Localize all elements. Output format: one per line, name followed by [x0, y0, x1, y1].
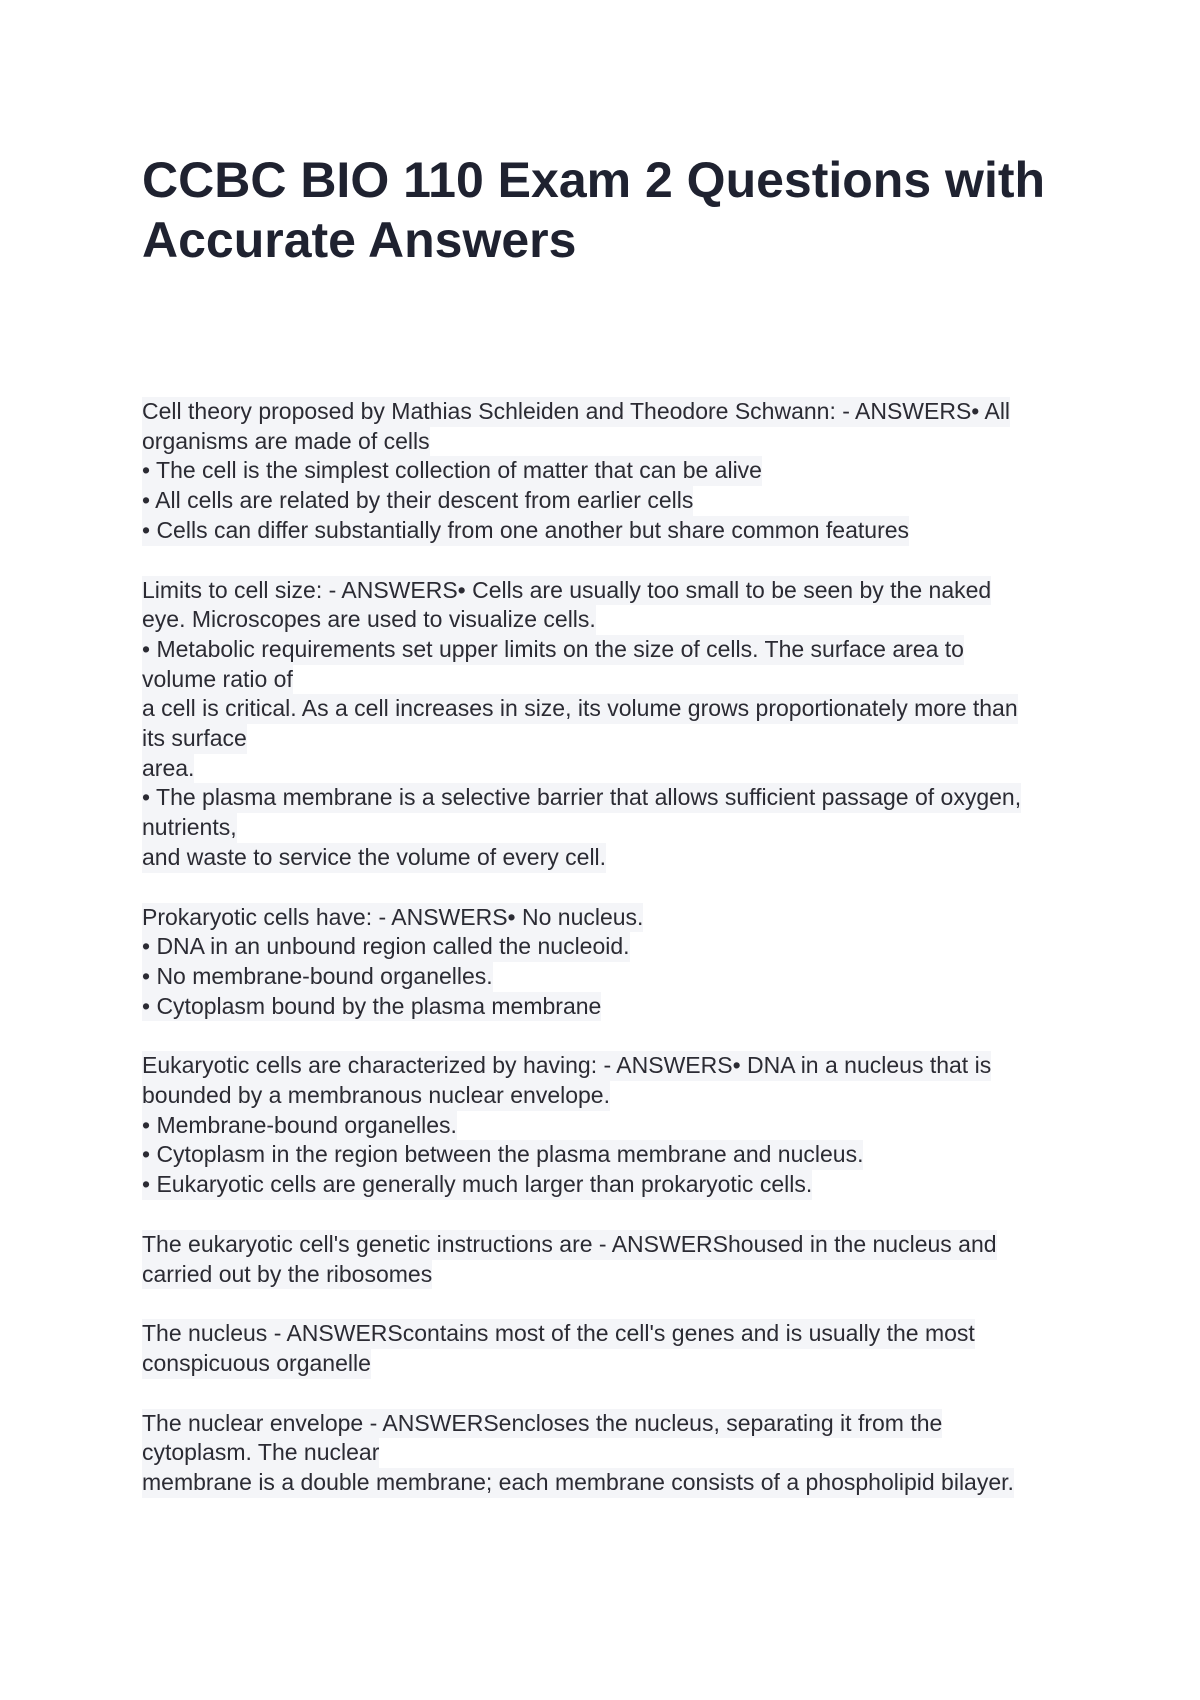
qa-block [142, 1230, 1072, 1289]
qa-text-line: organisms are made of cells [142, 427, 430, 457]
qa-text-line: The eukaryotic cell's genetic instructions are - ANSWERShoused in the nucleus and [142, 1230, 997, 1260]
qa-text-line: Eukaryotic cells are characterized by having: - ANSWERS• DNA in a nucleus that is [142, 1051, 991, 1081]
qa-block [142, 576, 1072, 873]
qa-text-line: • No membrane-bound organelles. [142, 962, 493, 992]
qa-text-line: • Cytoplasm bound by the plasma membrane [142, 992, 601, 1022]
document-title [142, 150, 1072, 270]
qa-text-line: • The plasma membrane is a selective barrier that allows sufficient passage of oxygen, [142, 783, 1021, 813]
qa-text-line: Prokaryotic cells have: - ANSWERS• No nucleus. [142, 903, 643, 933]
qa-text-line: • Membrane-bound organelles. [142, 1111, 457, 1141]
qa-text-line: nutrients, [142, 813, 237, 843]
qa-text-line: bounded by a membranous nuclear envelope. [142, 1081, 610, 1111]
qa-text-line: a cell is critical. As a cell increases in size, its volume grows proportionately more than [142, 694, 1018, 724]
document-page [142, 150, 1072, 1528]
qa-text-line: • All cells are related by their descent from earlier cells [142, 486, 693, 516]
qa-text-line: its surface [142, 724, 247, 754]
qa-text-line: cytoplasm. The nuclear [142, 1438, 379, 1468]
qa-text-line: conspicuous organelle [142, 1349, 371, 1379]
qa-text-line: carried out by the ribosomes [142, 1260, 432, 1290]
qa-block [142, 903, 1072, 1022]
qa-text-line: • Cytoplasm in the region between the plasma membrane and nucleus. [142, 1140, 863, 1170]
document-title-line: Accurate Answers [142, 212, 577, 268]
qa-block [142, 397, 1072, 546]
qa-list [142, 397, 1072, 1498]
document-title-line: CCBC BIO 110 Exam 2 Questions with [142, 152, 1046, 208]
qa-text-line: volume ratio of [142, 665, 293, 695]
qa-text-line: • Eukaryotic cells are generally much larger than prokaryotic cells. [142, 1170, 812, 1200]
qa-text-line: • The cell is the simplest collection of matter that can be alive [142, 456, 762, 486]
qa-text-line: • DNA in an unbound region called the nucleoid. [142, 932, 630, 962]
qa-text-line: eye. Microscopes are used to visualize cells. [142, 605, 596, 635]
qa-text-line: area. [142, 754, 194, 784]
qa-block [142, 1319, 1072, 1378]
qa-text-line: membrane is a double membrane; each membrane consists of a phospholipid bilayer. [142, 1468, 1014, 1498]
qa-text-line: Cell theory proposed by Mathias Schleiden and Theodore Schwann: - ANSWERS• All [142, 397, 1010, 427]
qa-text-line: Limits to cell size: - ANSWERS• Cells are usually too small to be seen by the naked [142, 576, 991, 606]
qa-text-line: The nucleus - ANSWERScontains most of the cell's genes and is usually the most [142, 1319, 975, 1349]
qa-block [142, 1051, 1072, 1200]
qa-text-line: and waste to service the volume of every cell. [142, 843, 606, 873]
qa-text-line: The nuclear envelope - ANSWERSencloses the nucleus, separating it from the [142, 1409, 942, 1439]
qa-block [142, 1409, 1072, 1498]
qa-text-line: • Metabolic requirements set upper limits on the size of cells. The surface area to [142, 635, 964, 665]
qa-text-line: • Cells can differ substantially from one another but share common features [142, 516, 909, 546]
